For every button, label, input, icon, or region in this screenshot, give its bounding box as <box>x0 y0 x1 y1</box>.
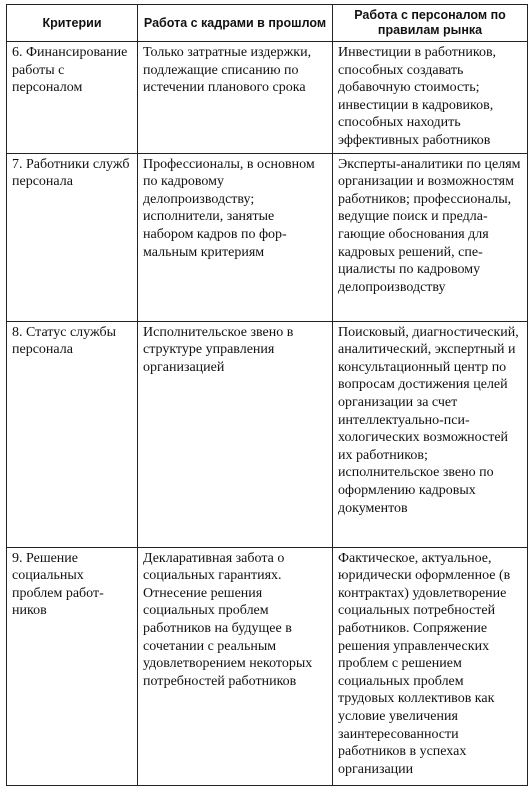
criterion-cell <box>7 42 138 154</box>
table-row <box>7 547 528 785</box>
table-header-row <box>7 5 528 42</box>
criterion-text: 6. Финансирование работы с персоналом <box>12 45 128 96</box>
past-text: Только затратные издержки, подлежащие списанию по истечении планового срока <box>143 45 312 96</box>
market-cell <box>333 42 528 154</box>
past-cell <box>138 42 333 154</box>
table-row <box>7 321 528 547</box>
past-cell <box>138 321 333 547</box>
market-cell <box>333 547 528 785</box>
header-criteria: Критерии <box>7 5 138 42</box>
past-text: Профессионалы, в основном по кадровому делопроизводству; исполнители, занятые набором кадров по формальным критериям <box>143 156 315 260</box>
market-text: Эксперты-аналитики по целям организации и возможностям работников; профессионалы, ведущие поиск и предлагающие обоснования для кадровых решений, специалисты по кадровому делопроизводству <box>338 156 521 295</box>
criterion-cell <box>7 153 138 321</box>
header-market: Работа с персоналом по правилам рынка <box>333 5 528 42</box>
past-cell <box>138 153 333 321</box>
past-text: Исполнительское звено в структуре управления организацией <box>143 324 294 375</box>
table-row <box>7 42 528 154</box>
criterion-text: 7. Работники служб персонала <box>12 156 130 190</box>
market-cell <box>333 153 528 321</box>
market-cell <box>333 321 528 547</box>
past-text: Декларативная забота о социальных гарантиях. Отнесение решения социальных проблем работников на будущее в сочетании с реальным удовлетворением некоторых потребностей работников <box>143 550 313 689</box>
market-text: Инвестиции в работников, способных создавать добавочную стоимость; инвестиции в кадровиков, способных находить эффективных работников <box>338 45 497 148</box>
past-cell <box>138 547 333 785</box>
header-past: Работа с кадрами в прошлом <box>138 5 333 42</box>
market-text: Фактическое, актуальное, юридически оформленное (в контрактах) удовлетворение социальных потребностей работников. Сопряжение решения управленческих проблем с решением социальных проблем трудовых коллективов как условие увеличения заинтересованности работников в успехах организации <box>338 550 511 777</box>
criterion-text: 8. Статус службы персонала <box>12 324 116 358</box>
criterion-cell <box>7 321 138 547</box>
criterion-cell <box>7 547 138 785</box>
market-text: Поисковый, диагностический, аналитический, экспертный и консультационный центр по вопросам достижения целей организации за счет интеллектуально-психологических возможностей их работников; исполнительское звено по оформлению кадровых документов <box>338 324 519 516</box>
criterion-text: 9. Решение социальных проблем работников <box>12 550 104 619</box>
comparison-table <box>6 4 528 786</box>
table-row <box>7 153 528 321</box>
